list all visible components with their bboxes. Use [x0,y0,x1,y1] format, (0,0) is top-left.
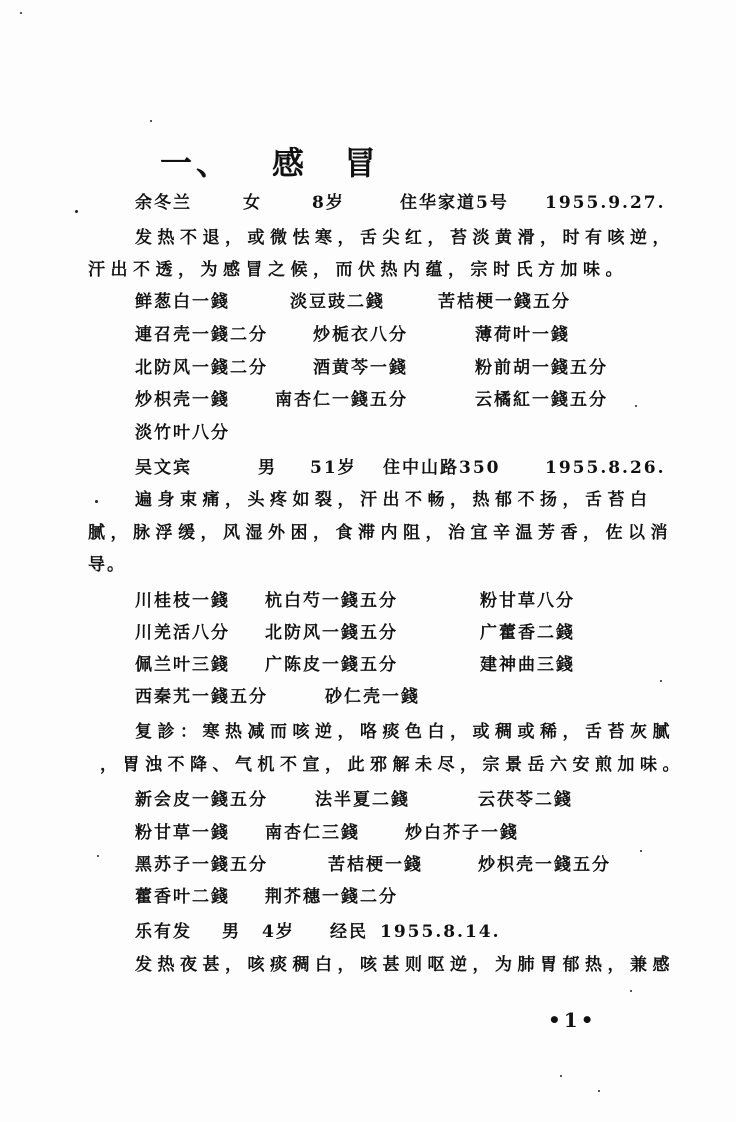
case-text: 发热不退，或微怯寒，舌尖红，苔淡黄滑，时有咳逆， [135,228,675,248]
prescription-line-col-1: 川桂枝一錢 [135,591,230,611]
prescription-line-col-2: 南杏仁三錢 [265,823,360,843]
patient-header-col-3: 51岁 [310,458,357,478]
patient-header-col-5: 1955.8.14. [380,922,501,942]
patient-header-col-4: 住中山路350 [383,458,501,478]
scan-speck [97,855,99,857]
patient-header-col-3: 8岁 [312,193,345,213]
prescription-line-col-2: 荆芥穗一錢二分 [265,887,398,907]
scan-speck [560,1075,562,1077]
prescription-line-col-3: 苦桔梗一錢五分 [438,292,571,312]
prescription-line-col-3: 炒白芥子一錢 [405,823,519,843]
prescription-line-col-2: 北防风一錢五分 [265,623,398,643]
patient-header-col-1: 余冬兰 [135,193,192,213]
prescription-line-col-2: 杭白芍一錢五分 [265,591,398,611]
scan-speck [635,405,637,407]
prescription-line-col-1: 新会皮一錢五分 [135,790,268,810]
prescription-line-col-3: 炒枳壳一錢五分 [478,855,611,875]
prescription-line-col-1: 西秦艽一錢五分 [135,687,268,707]
prescription-line-col-3: 广藿香二錢 [480,623,575,643]
prescription-line-col-1: 佩兰叶三錢 [135,655,230,675]
prescription-line-col-2: 酒黄芩一錢 [313,358,408,378]
case-text: 导。 [88,555,126,575]
prescription-line-col-3: 薄荷叶一錢 [475,325,570,345]
scan-speck [660,680,662,682]
chapter-title: 感 冒 [272,144,381,182]
prescription-line-col-3: 粉甘草八分 [480,591,575,611]
chapter-heading [160,138,420,184]
prescription-line-col-1: 鲜葱白一錢 [135,292,230,312]
scan-speck [150,120,152,122]
patient-header-col-1: 吴文宾 [135,458,192,478]
scan-speck [75,210,78,213]
prescription-line-col-2: 炒栀衣八分 [313,325,408,345]
prescription-line-col-2: 淡豆豉二錢 [290,292,385,312]
scan-speck [95,500,98,503]
prescription-line-col-1: 炒枳壳一錢 [135,390,230,410]
case-text: 腻，脉浮缓，风湿外困，食滞内阻，治宜辛温芳香，佐以消 [88,523,673,543]
patient-header-col-4: 住华家道5号 [400,193,509,213]
prescription-line-col-2: 法半夏二錢 [315,790,410,810]
scan-speck [640,850,642,852]
patient-header-col-4: 经民 [330,922,368,942]
patient-header-col-3: 4岁 [262,922,295,942]
case-text: 遍身束痛，头疼如裂，汗出不畅，热郁不扬，舌苔白 [135,490,653,510]
prescription-line-col-1: 連召壳一錢二分 [135,325,268,345]
patient-header-col-2: 女 [243,193,262,213]
prescription-line-col-3: 云茯苓二錢 [478,790,573,810]
prescription-line-col-1: 藿香叶二錢 [135,887,230,907]
chapter-number: 一、 [160,144,233,182]
followup-text: ，胃浊不降、气机不宣，此邪解未尽，宗景岳六安煎加味。 [100,755,685,775]
prescription-line-col-3: 建神曲三錢 [480,655,575,675]
prescription-line-col-3: 粉前胡一錢五分 [475,358,608,378]
prescription-line-col-2: 南杏仁一錢五分 [275,390,408,410]
patient-header-col-2: 男 [258,458,277,478]
prescription-line-col-1: 北防风一錢二分 [135,358,268,378]
patient-header-col-5: 1955.9.27. [545,193,666,213]
prescription-line-col-1: 黑苏子一錢五分 [135,855,268,875]
scan-speck [630,990,632,992]
prescription-line-col-2: 苦桔梗一錢 [328,855,423,875]
prescription-line-col-1: 粉甘草一錢 [135,823,230,843]
prescription-line-col-2: 砂仁壳一錢 [325,687,420,707]
prescription-line: 淡竹叶八分 [135,423,230,443]
prescription-line-col-1: 川羌活八分 [135,623,230,643]
patient-header-col-5: 1955.8.26. [545,458,666,478]
prescription-line-col-2: 广陈皮一錢五分 [265,655,398,675]
followup-text: 复診：寒热减而咳逆，咯痰色白，或稠或稀，舌苔灰腻 [135,722,675,742]
case-text: 汗出不透，为感冒之候，而伏热内蕴，宗时氏方加味。 [88,260,628,280]
patient-header-col-1: 乐有发 [135,922,192,942]
prescription-line-col-3: 云橘紅一錢五分 [475,390,608,410]
page-number: •1• [548,1008,597,1032]
patient-header-col-2: 男 [222,922,241,942]
scan-speck [20,12,22,14]
case-text: 发热夜甚，咳痰稠白，咳甚则呕逆，为肺胃郁热，兼感 [135,955,675,975]
scan-speck [598,1090,600,1092]
